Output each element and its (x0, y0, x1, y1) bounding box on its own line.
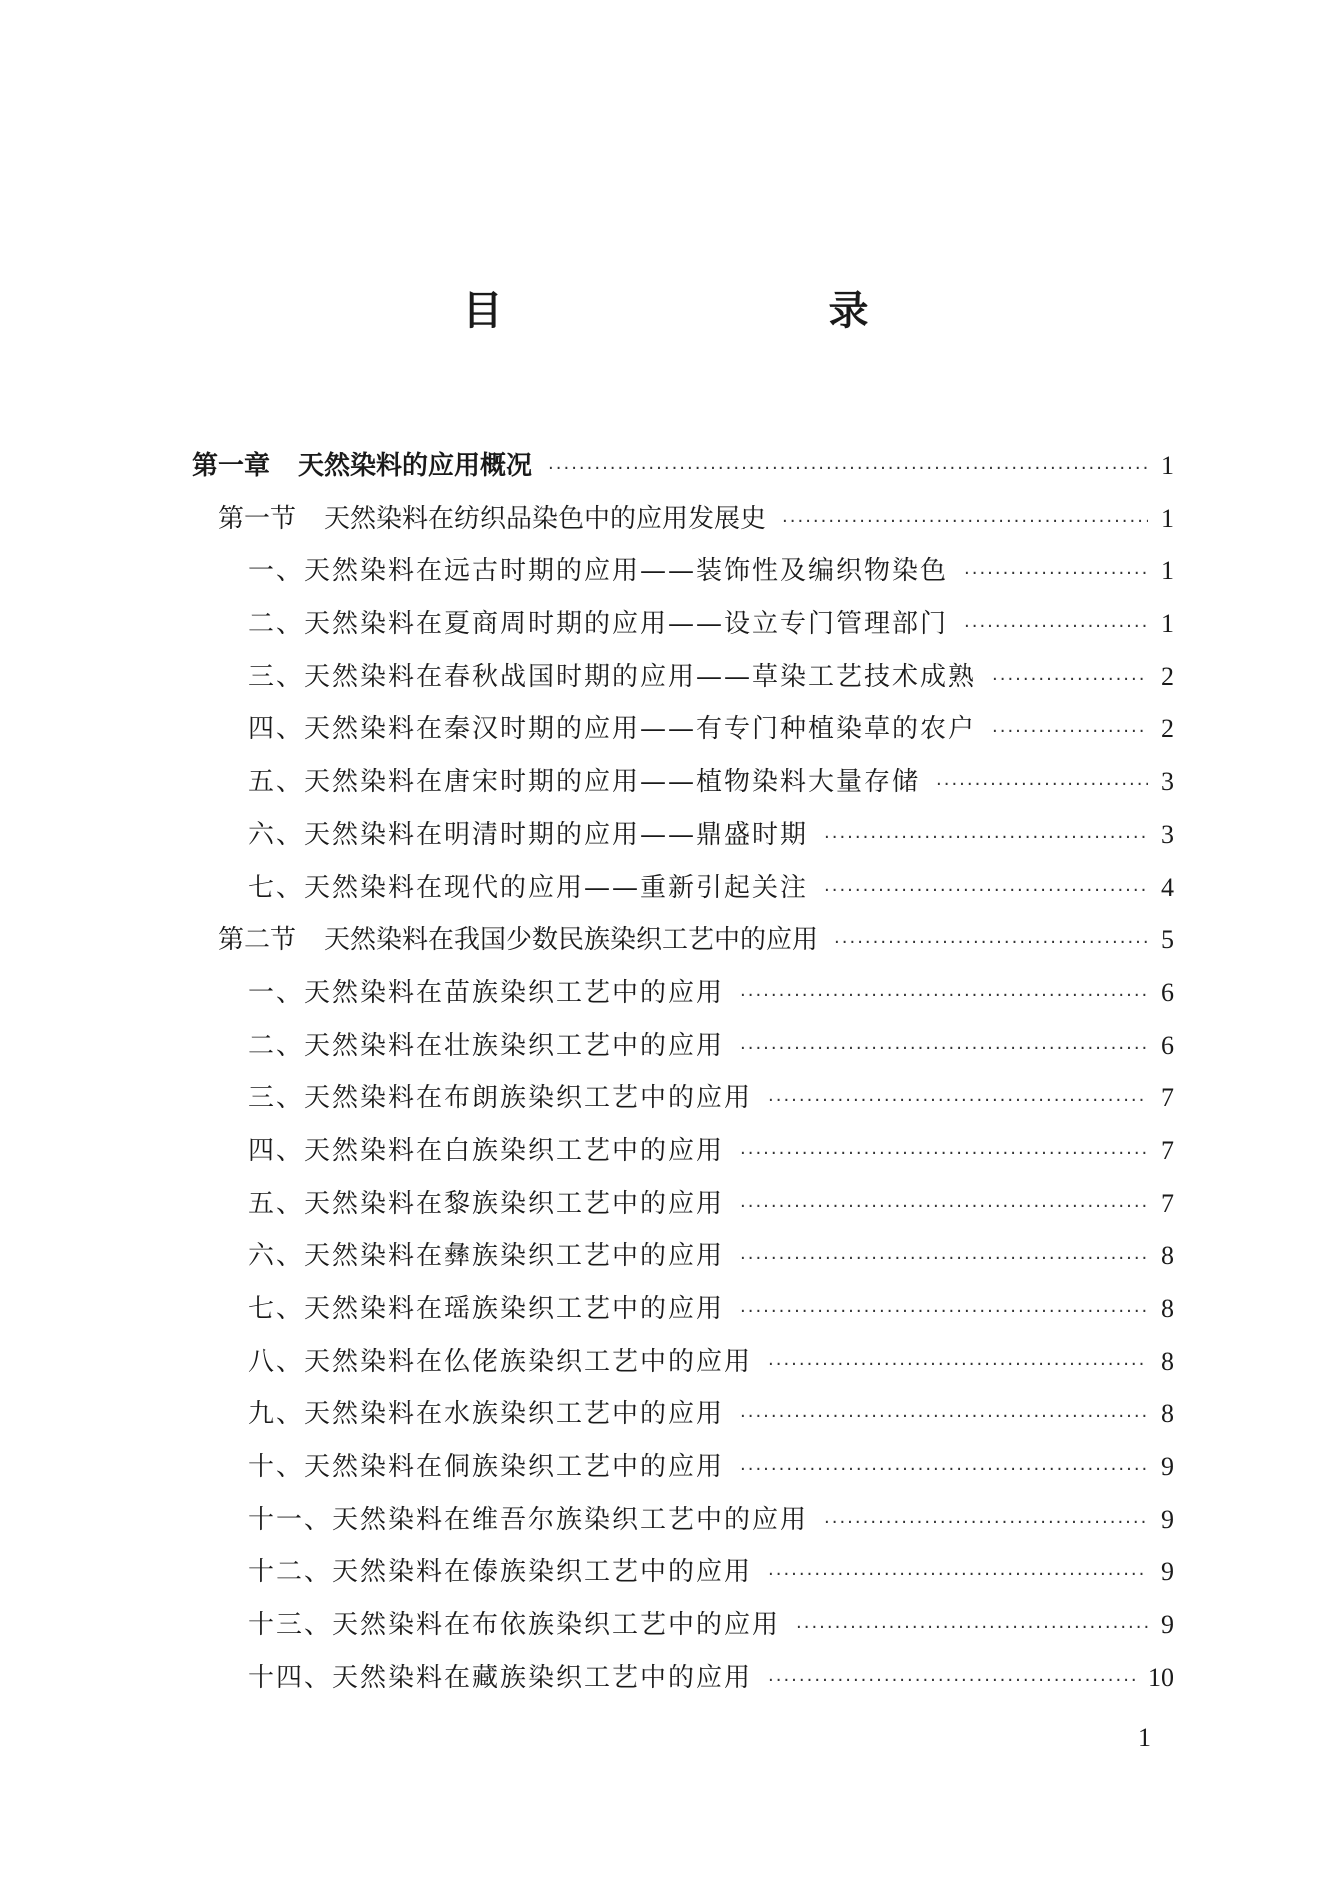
toc-entry-page-number: 9 (1161, 1452, 1174, 1482)
dot-leader (740, 1128, 1148, 1180)
dot-leader (768, 1549, 1148, 1601)
toc-entry-title: 三、天然染料在布朗族染织工艺中的应用 (248, 1083, 753, 1114)
toc-entry-item[interactable] (0, 1494, 1331, 1547)
dot-leader (796, 1602, 1148, 1654)
toc-entry-title: 一、天然染料在远古时期的应用——装饰性及编织物染色 (248, 556, 949, 587)
toc-entry-page-number: 7 (1161, 1083, 1174, 1113)
toc-entry-title: 四、天然染料在秦汉时期的应用——有专门种植染草的农户 (248, 714, 977, 745)
dot-leader (782, 496, 1148, 548)
toc-entry-item[interactable] (0, 1230, 1331, 1283)
toc-entry-title: 五、天然染料在黎族染织工艺中的应用 (248, 1188, 725, 1219)
toc-entry-item[interactable] (0, 1599, 1331, 1652)
toc-entry-item[interactable] (0, 1336, 1331, 1389)
toc-entry-page-number: 6 (1161, 977, 1174, 1007)
toc-entry-title: 七、天然染料在瑶族染织工艺中的应用 (248, 1294, 725, 1324)
dot-leader (768, 1655, 1140, 1707)
toc-entry-page-number: 9 (1161, 1557, 1174, 1587)
toc-entry-title: 天然染料在纺织品染色中的应用发展史 (324, 503, 767, 534)
toc-entry-label: 第二节 (218, 925, 297, 956)
toc-entry-item[interactable] (0, 1125, 1331, 1178)
toc-entry-item[interactable] (0, 1652, 1331, 1705)
dot-leader (834, 917, 1148, 969)
toc-entry-page-number: 1 (1161, 556, 1174, 586)
toc-entry-title: 二、天然染料在壮族染织工艺中的应用 (248, 1030, 725, 1061)
toc-entry-item[interactable] (0, 545, 1331, 598)
toc-entry-page-number: 7 (1161, 1188, 1174, 1218)
toc-entry-item[interactable] (0, 651, 1331, 704)
toc-entry-page-number: 8 (1161, 1294, 1174, 1323)
toc-entry-item[interactable] (0, 1072, 1331, 1125)
dot-leader (740, 1391, 1148, 1443)
toc-entry-title: 天然染料在我国少数民族染织工艺中的应用 (324, 925, 819, 956)
toc-entry-item[interactable] (0, 1283, 1331, 1336)
toc-entry-page-number: 4 (1161, 872, 1174, 902)
toc-entry-page-number: 3 (1161, 767, 1174, 797)
page-number: 1 (1138, 1723, 1151, 1752)
toc-entry-title: 五、天然染料在唐宋时期的应用——植物染料大量存储 (248, 767, 921, 798)
table-of-contents (0, 440, 1331, 1705)
toc-entry-title: 十、天然染料在侗族染织工艺中的应用 (248, 1452, 725, 1483)
toc-entry-title: 六、天然染料在彝族染织工艺中的应用 (248, 1241, 725, 1272)
toc-entry-page-number: 7 (1161, 1135, 1174, 1165)
toc-entry-page-number: 1 (1161, 451, 1174, 480)
toc-entry-page-number: 1 (1161, 503, 1174, 533)
dot-leader (824, 865, 1148, 917)
toc-entry-page-number: 3 (1161, 819, 1174, 849)
dot-leader (824, 1497, 1148, 1549)
toc-entry-item[interactable] (0, 1441, 1331, 1494)
toc-entry-page-number: 6 (1161, 1030, 1174, 1060)
toc-entry-page-number: 1 (1161, 609, 1174, 639)
toc-entry-title: 十四、天然染料在藏族染织工艺中的应用 (248, 1662, 753, 1693)
toc-entry-section[interactable] (0, 493, 1331, 546)
toc-entry-item[interactable] (0, 862, 1331, 915)
toc-entry-page-number: 8 (1161, 1241, 1174, 1271)
toc-entry-label: 第一章 (192, 451, 271, 481)
toc-entry-title: 七、天然染料在现代的应用——重新引起关注 (248, 872, 809, 903)
dot-leader (936, 759, 1148, 811)
toc-entry-title: 四、天然染料在白族染织工艺中的应用 (248, 1135, 725, 1166)
dot-leader (992, 654, 1148, 706)
dot-leader (740, 1444, 1148, 1496)
toc-entry-title: 天然染料的应用概况 (298, 451, 533, 481)
toc-entry-item[interactable] (0, 598, 1331, 651)
toc-entry-item[interactable] (0, 1178, 1331, 1231)
dot-leader (964, 601, 1148, 653)
toc-entry-page-number: 8 (1161, 1346, 1174, 1376)
toc-entry-item[interactable] (0, 756, 1331, 809)
toc-entry-page-number: 9 (1161, 1610, 1174, 1640)
toc-entry-page-number: 10 (1148, 1662, 1174, 1692)
toc-entry-item[interactable] (0, 703, 1331, 756)
page-title: 目 录 (462, 288, 951, 334)
toc-entry-title: 十三、天然染料在布依族染织工艺中的应用 (248, 1610, 781, 1641)
toc-entry-page-number: 2 (1161, 714, 1174, 744)
toc-entry-title: 九、天然染料在水族染织工艺中的应用 (248, 1399, 725, 1430)
toc-entry-item[interactable] (0, 1546, 1331, 1599)
toc-entry-title: 十一、天然染料在维吾尔族染织工艺中的应用 (248, 1504, 809, 1535)
toc-entry-page-number: 2 (1161, 661, 1174, 691)
toc-entry-title: 三、天然染料在春秋战国时期的应用——草染工艺技术成熟 (248, 661, 977, 692)
toc-entry-item[interactable] (0, 809, 1331, 862)
dot-leader (992, 706, 1148, 758)
toc-entry-chapter[interactable] (0, 440, 1331, 493)
dot-leader (824, 812, 1148, 864)
dot-leader (768, 1339, 1148, 1391)
toc-entry-title: 一、天然染料在苗族染织工艺中的应用 (248, 977, 725, 1008)
toc-entry-page-number: 5 (1161, 925, 1174, 955)
dot-leader (740, 970, 1148, 1022)
toc-entry-item[interactable] (0, 1020, 1331, 1073)
toc-entry-item[interactable] (0, 967, 1331, 1020)
dot-leader (548, 443, 1148, 495)
toc-entry-title: 二、天然染料在夏商周时期的应用——设立专门管理部门 (248, 609, 949, 640)
toc-entry-title: 十二、天然染料在傣族染织工艺中的应用 (248, 1557, 753, 1588)
dot-leader (740, 1181, 1148, 1233)
toc-entry-item[interactable] (0, 1388, 1331, 1441)
toc-entry-page-number: 8 (1161, 1399, 1174, 1429)
toc-entry-title: 八、天然染料在仫佬族染织工艺中的应用 (248, 1346, 753, 1377)
dot-leader (740, 1023, 1148, 1075)
toc-entry-label: 第一节 (218, 503, 297, 534)
dot-leader (740, 1286, 1148, 1338)
dot-leader (964, 548, 1148, 600)
toc-entry-title: 六、天然染料在明清时期的应用——鼎盛时期 (248, 819, 809, 850)
toc-entry-section[interactable] (0, 914, 1331, 967)
dot-leader (740, 1233, 1148, 1285)
toc-entry-page-number: 9 (1161, 1504, 1174, 1534)
dot-leader (768, 1075, 1148, 1127)
